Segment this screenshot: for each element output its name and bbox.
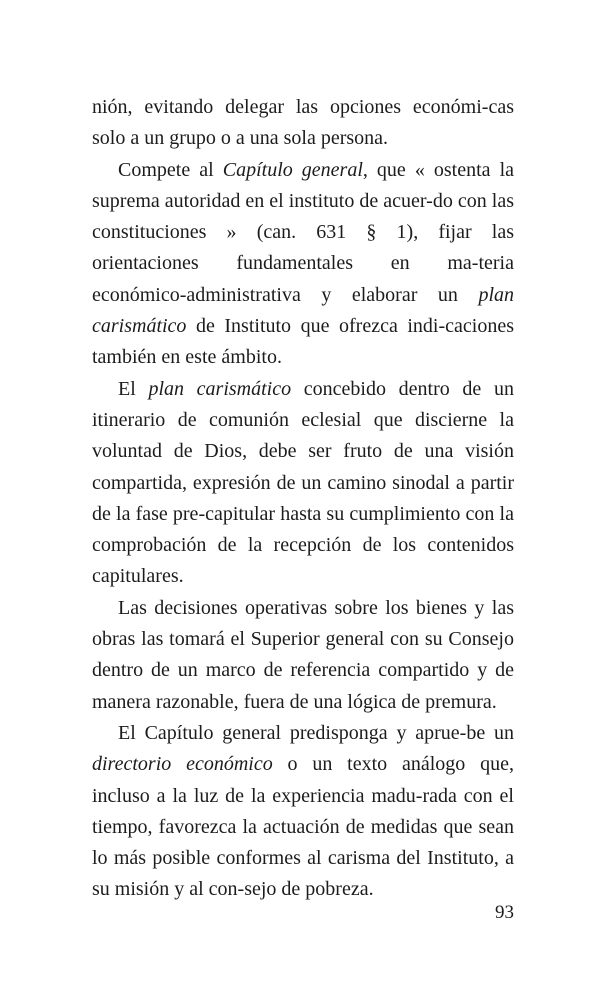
text-segment: concebido dentro de un itinerario de comunión eclesial que discierne la voluntad de Dios, debe ser fruto de una visión compartida, expresión de un camino sinodal a partir de la fase pre-capitular hasta su cumplimiento con la comprobación de la recepción de los contenidos capitulares. xyxy=(92,377,514,588)
text-segment: nión, evitando delegar las opciones económi-cas solo a un grupo o a una sola persona. xyxy=(92,96,514,150)
page-number: 93 xyxy=(495,902,514,923)
page-body xyxy=(92,92,514,906)
paragraph-4 xyxy=(92,593,514,718)
paragraph-1 xyxy=(92,92,514,155)
text-segment: , que « ostenta la suprema autoridad en el instituto de acuer-do con las constituciones » (can. 631 § 1), fijar las orientaciones fundamentales en ma-teria económico-administrativa y elaborar un xyxy=(92,158,515,306)
text-segment: El xyxy=(118,377,149,400)
text-segment: El Capítulo general predisponga y aprue-be un xyxy=(118,721,514,744)
text-segment: Las decisiones operativas sobre los bienes y las obras las tomará el Superior general con su Consejo dentro de un marco de referencia compartido y de manera razonable, fuera de una lógica de premura. xyxy=(92,596,514,713)
text-segment: o un texto análogo que, incluso a la luz de la experiencia madu-rada con el tiempo, favorezca la actuación de medidas que sean lo más posible conformes al carisma del Instituto, a su misión y al con-sejo de pobreza. xyxy=(92,753,514,901)
paragraph-2 xyxy=(92,155,514,374)
paragraph-5 xyxy=(92,718,514,906)
italic-term: Capítulo general xyxy=(222,158,363,181)
paragraph-3 xyxy=(92,374,514,593)
italic-term: plan carismático xyxy=(148,377,292,400)
text-segment: de Instituto que ofrezca indi-caciones también en este ámbito. xyxy=(92,315,514,369)
italic-term: plan carismático xyxy=(92,283,514,338)
text-segment: Compete al xyxy=(118,158,223,181)
italic-term: directorio económico xyxy=(92,753,273,776)
